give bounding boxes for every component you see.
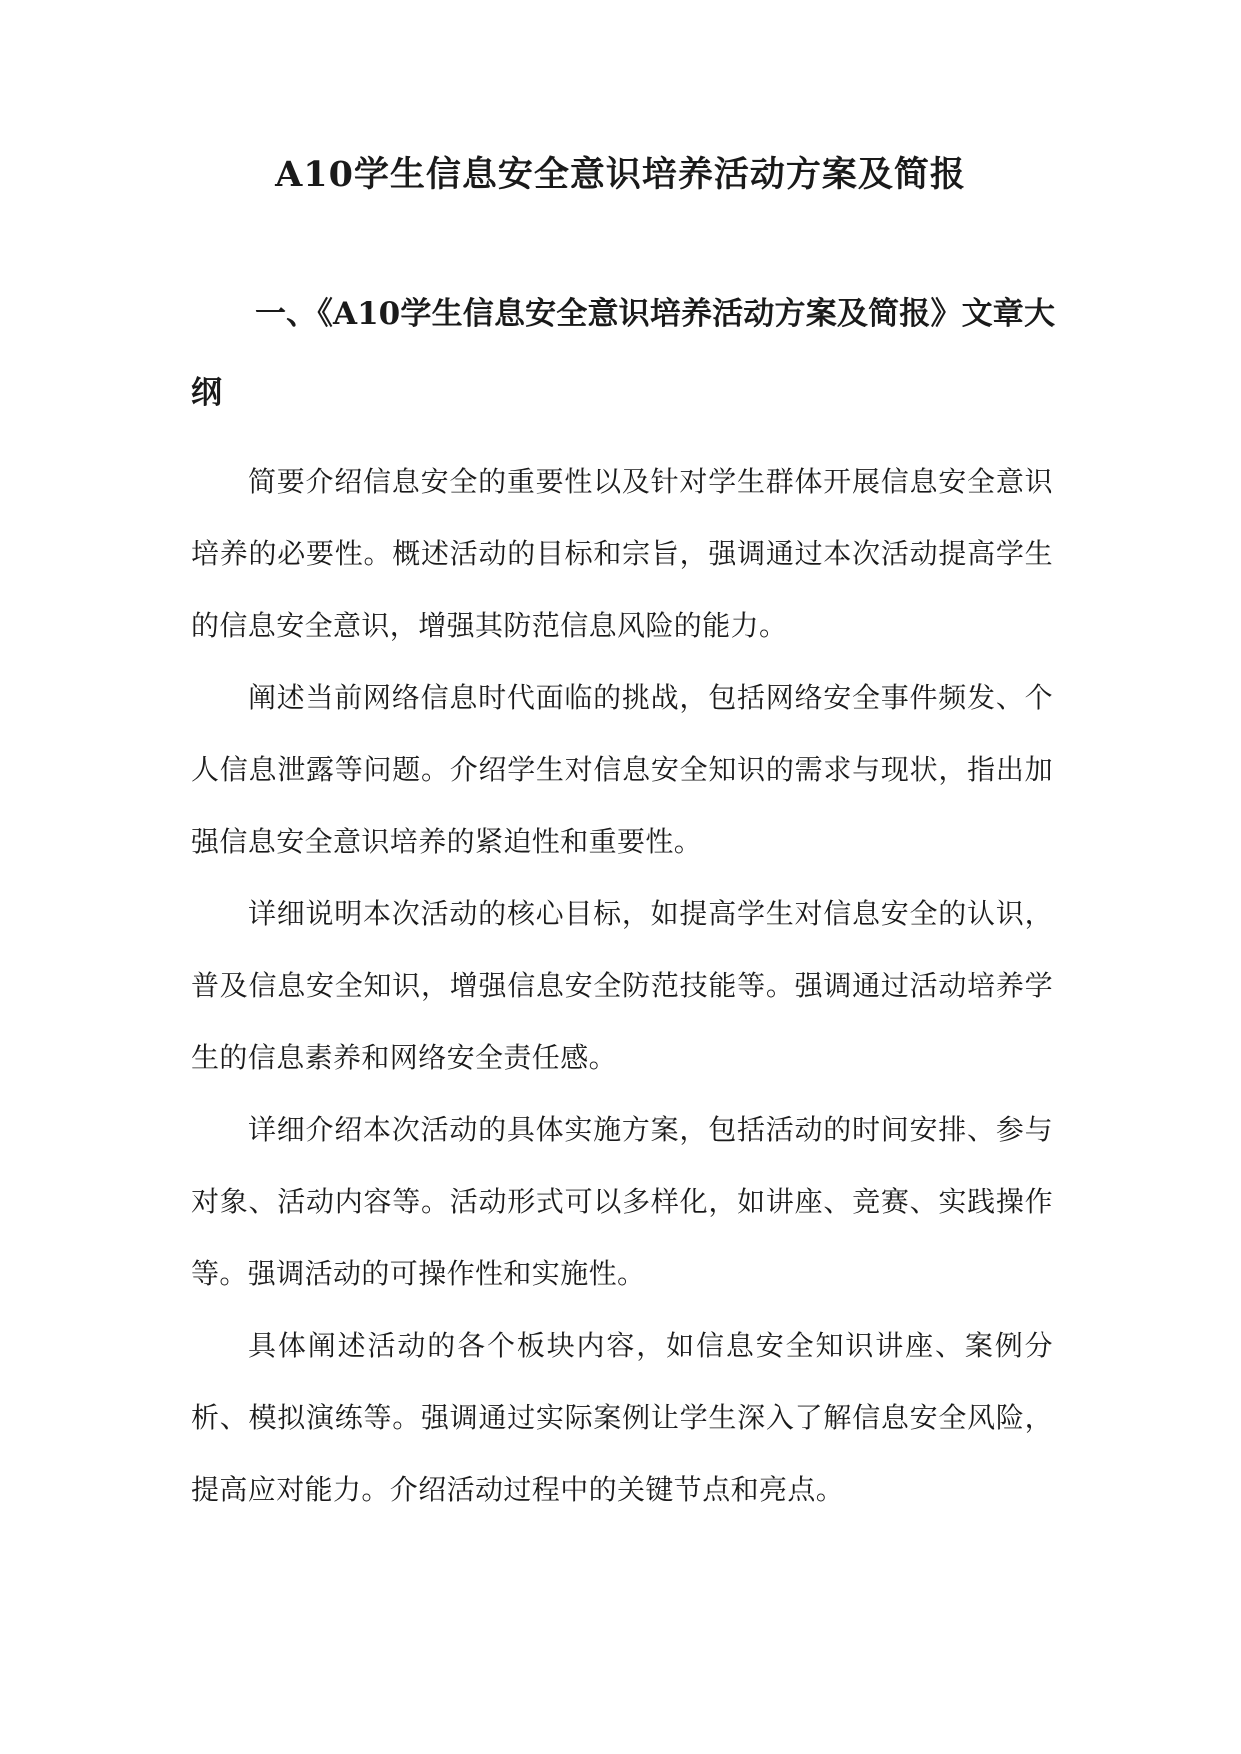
paragraph-introduction: 简要介绍信息安全的重要性以及针对学生群体开展信息安全意识培养的必要性。概述活动的目标和宗旨，强调通过本次活动提高学生的信息安全意识，增强其防范信息风险的能力。 <box>191 465 1053 642</box>
paragraph-goals: 详细说明本次活动的核心目标，如提高学生对信息安全的认识，普及信息安全知识，增强信息安全防范技能等。强调通过活动培养学生的信息素养和网络安全责任感。 <box>191 897 1053 1074</box>
section-heading: 一、《A10学生信息安全意识培养活动方案及简报》文章大纲 <box>191 296 1055 411</box>
paragraph-implementation: 详细介绍本次活动的具体实施方案，包括活动的时间安排、参与对象、活动内容等。活动形式可以多样化，如讲座、竞赛、实践操作等。强调活动的可操作性和实施性。 <box>191 1113 1053 1290</box>
paragraph-content-modules: 具体阐述活动的各个板块内容，如信息安全知识讲座、案例分析、模拟演练等。强调通过实际案例让学生深入了解信息安全风险，提高应对能力。介绍活动过程中的关键节点和亮点。 <box>191 1329 1053 1506</box>
document-body <box>191 446 1053 1526</box>
paragraph-background: 阐述当前网络信息时代面临的挑战，包括网络安全事件频发、个人信息泄露等问题。介绍学生对信息安全知识的需求与现状，指出加强信息安全意识培养的紧迫性和重要性。 <box>191 681 1053 858</box>
document-title: A10学生信息安全意识培养活动方案及简报 <box>275 154 966 195</box>
